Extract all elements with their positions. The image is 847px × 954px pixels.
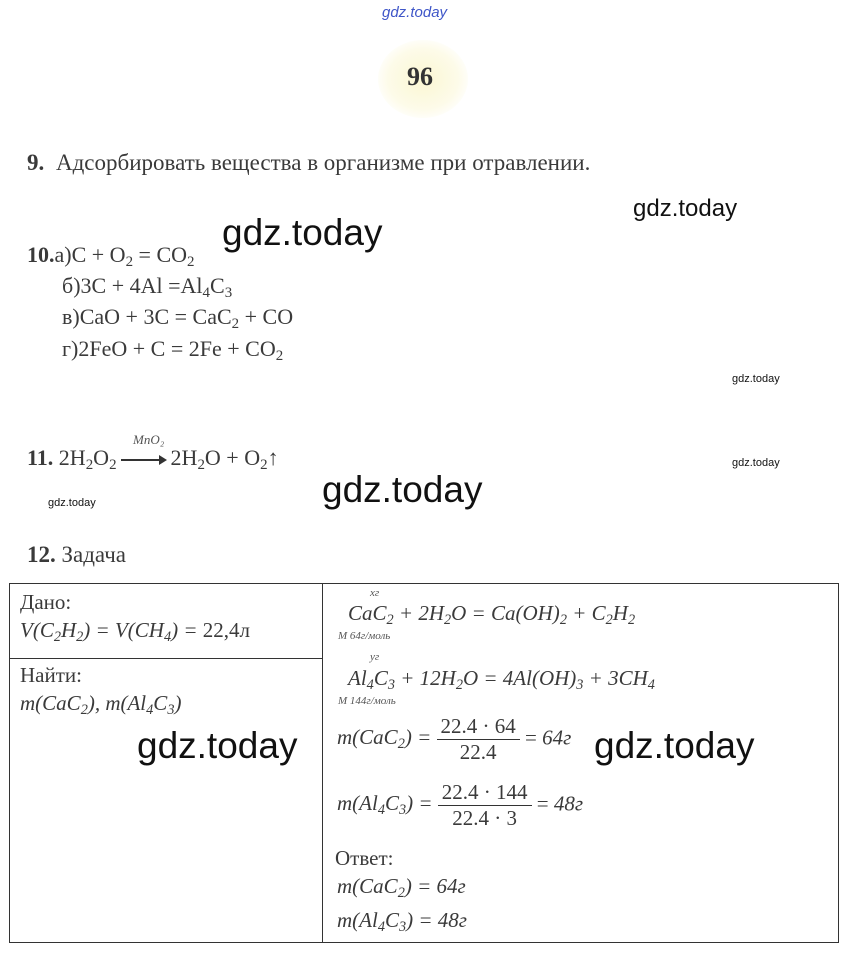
question-10-v: в)CaO + 3C = CaC$_2$ + CO — [62, 304, 294, 333]
watermark: gdz.today — [732, 373, 780, 385]
solution-cell — [323, 584, 839, 943]
answer-label: Ответ: — [335, 846, 394, 870]
find-label: Найти: — [20, 663, 82, 687]
calc-2-denominator: 22.4 · 3 — [452, 806, 518, 830]
calc-2-fraction — [438, 780, 532, 831]
given-label: Дано: — [20, 590, 72, 614]
calc-2: $m(Al_4C_3)$ = $\frac{22.4 \cdot 144}{22.4 \cdot 3}$ = 48г — [337, 780, 584, 830]
calc-2-numerator: 22.4 · 144 — [438, 780, 532, 806]
watermark: gdz.today — [633, 195, 738, 222]
calc-1-fraction — [437, 714, 520, 765]
watermark: gdz.today — [137, 725, 298, 766]
question-11-number: 11. — [27, 445, 54, 470]
reaction-1: $CaC_2 + 2H_2O = Ca(OH)_2 + C_2H_2$ — [348, 601, 636, 628]
given-value: 22,4л — [202, 618, 250, 642]
page-number: 96 — [407, 62, 433, 91]
watermark: gdz.today — [594, 725, 755, 766]
answer-1: m(CaC$_2$) = 64г — [337, 874, 466, 901]
question-9 — [27, 150, 590, 176]
question-12 — [27, 542, 126, 568]
question-10-number: 10. — [27, 242, 55, 267]
answer-2-value: 48г — [437, 908, 467, 932]
label-yg: yг — [370, 651, 380, 663]
question-10-g: $г)2FeO + C = 2Fe + CO_2$ — [62, 336, 284, 365]
find-formula: m(CaC$_2$), $m(Al_4C_3)$ — [20, 691, 182, 718]
answer-2: $m(Al_4C_3) = 48г$ — [337, 908, 467, 935]
question-9-text: Адсорбировать вещества в организме при отравлении. — [56, 150, 591, 175]
molar-mass-cac2: M 64г/моль — [338, 630, 391, 642]
catalyst-label: MnO₂ — [133, 432, 165, 447]
answer-1-value: 64г — [436, 874, 466, 898]
label-xg: xг — [370, 587, 380, 599]
reaction-2: $Al_4C_3 + 12H_2O = 4Al(OH)_3 + 3CH_4$ — [348, 666, 655, 693]
watermark: gdz.today — [732, 457, 780, 469]
item-prefix: г) — [62, 336, 79, 361]
question-10-b: $б)3C + 4Al =Al_4C_3$ — [62, 273, 233, 302]
question-12-title: Задача — [61, 542, 126, 567]
question-11: 11. $2H_2O_2$ $2H_2O$ + $O_2↑$ — [27, 445, 279, 474]
item-prefix: а) — [54, 242, 72, 267]
given-formula: $V(C_2H_2) = V(CH_4) = 22,4л$ — [20, 618, 250, 645]
find-cell — [10, 659, 323, 943]
top-watermark: gdz.today — [382, 4, 448, 21]
watermark: gdz.today — [322, 469, 483, 510]
item-prefix: б) — [62, 273, 81, 298]
watermark: gdz.today — [48, 497, 96, 509]
calc-1-denominator: 22.4 — [459, 740, 497, 764]
calc-1-numerator: 22.4 · 64 — [437, 714, 520, 740]
question-10-a: $10.а)C + O_2 = CO_2$ — [27, 242, 195, 271]
reaction-arrow — [121, 455, 167, 465]
molar-mass-al4c3: M 144г/моль — [338, 695, 396, 707]
question-9-number: 9. — [27, 150, 45, 175]
calc-1: m(CaC$_2$) = $\frac{22.4 \cdot 64}{22.4}$ = 64г — [337, 714, 572, 764]
item-prefix: в) — [62, 304, 80, 329]
calc-2-result: 48г — [553, 791, 584, 816]
watermark: gdz.today — [222, 212, 383, 253]
calc-1-result: 64г — [542, 725, 572, 750]
question-12-number: 12. — [27, 542, 56, 567]
given-cell — [10, 584, 323, 659]
